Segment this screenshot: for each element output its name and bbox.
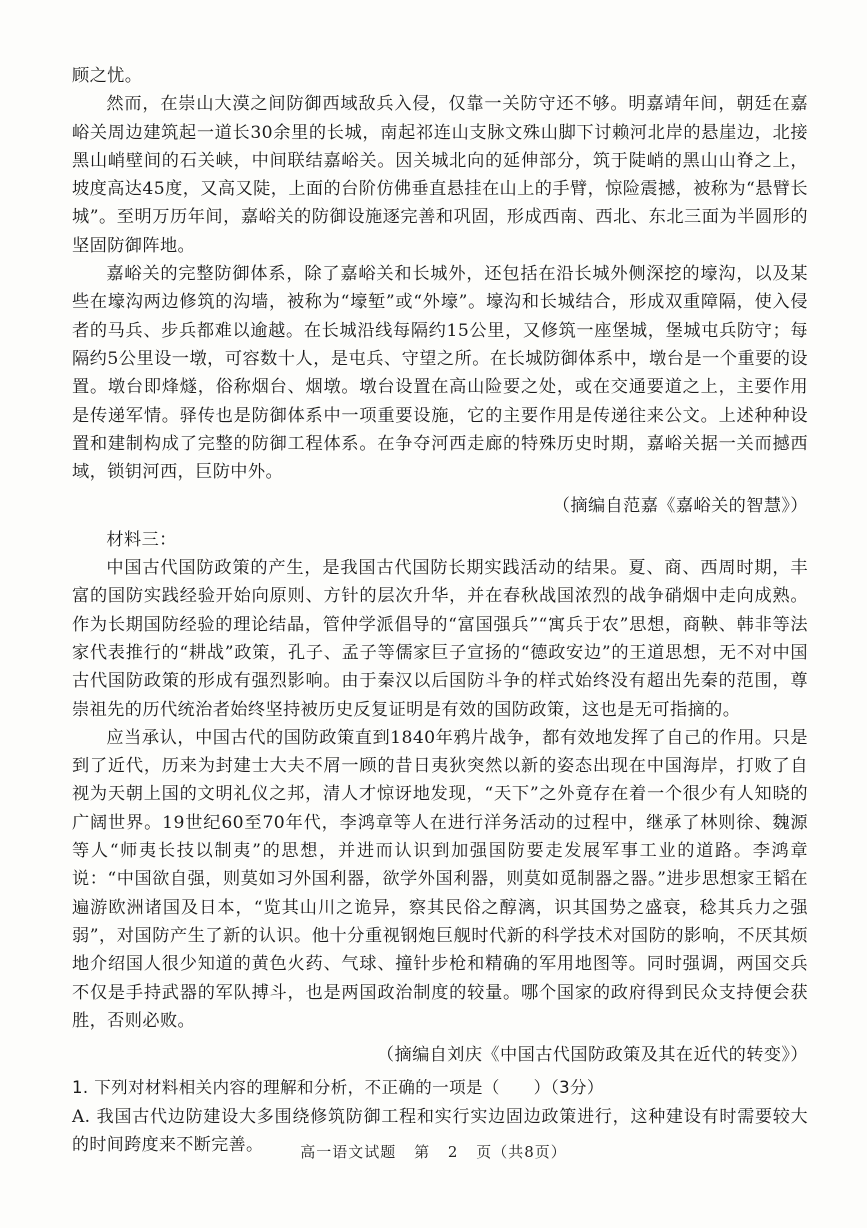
footer-page-suffix: 页（共8页） <box>476 1143 567 1161</box>
paragraph-continuation: 顾之忧。 <box>72 66 143 86</box>
question-1: 1. 下列对材料相关内容的理解和分析，不正确的一项是（ ）（3分） <box>72 1078 604 1098</box>
paragraph-great-wall: 然而，在崇山大漠之间防御西域敌兵入侵，仅靠一关防守还不够。明嘉靖年间，朝廷在嘉峪关周边建筑起一道长30余里的长城，南起祁连山支脉文殊山脚下讨赖河北岸的悬崖边，北接黑山峭壁间的石关峡，中间联结嘉峪关。因关城北向的延伸部分，筑于陡峭的黑山山脊之上，坡度高达45度，又高又陡，上面的台阶仿佛垂直悬挂在山上的手臂，惊险震撼，被称为“悬臂长城”。至明万历年间，嘉峪关的防御设施逐完善和巩固，形成西南、西北、东北三面为半圆形的坚固防御阵地。 <box>72 94 808 256</box>
footer-page-number: 2 <box>447 1143 459 1161</box>
paragraph-defense-system: 嘉峪关的完整防御体系，除了嘉峪关和长城外，还包括在沿长城外侧深挖的壕沟，以及某些在壕沟两边修筑的沟墙，被称为“壕堑”或“外壕”。壕沟和长城结合，形成双重障隔，使入侵者的马兵、步兵都难以逾越。在长城沿线每隔约15公里，又修筑一座堡城，堡城屯兵防守；每隔约5公里设一墩，可容数十人，是屯兵、守望之所。在长城防御体系中，墩台是一个重要的设置。墩台即烽燧，俗称烟台、烟墩。墩台设置在高山险要之处，或在交通要道之上，主要作用是传递军情。驿传也是防御体系中一项重要设施，它的主要作用是传递往来公文。上述种种设置和建制构成了完整的防御工程体系。在争夺河西走廊的特殊历史时期，嘉峪关据一关而撼西域，锁钥河西，巨防中外。 <box>72 264 808 483</box>
source-citation-material-3: （摘编自刘庆《中国古代国防政策及其在近代的转变》） <box>376 1045 808 1066</box>
paragraph-ancient-defense-policy: 中国古代国防政策的产生，是我国古代国防长期实践活动的结果。夏、商、西周时期，丰富的国防实践经验开始向原则、方针的层次升华，并在春秋战国浓烈的战争硝烟中走向成熟。作为长期国防经验的理论结晶，管仲学派倡导的“富国强兵”“寓兵于农”思想，商鞅、韩非等法家代表推行的“耕战”政策，孔子、孟子等儒家巨子宣扬的“德政安边”的王道思想，无不对中国古代国防政策的形成有强烈影响。由于秦汉以后国防斗争的样式始终没有超出先秦的范围，尊崇祖先的历代统治者始终坚持被历史反复证明是有效的国防政策，这也是无可指摘的。 <box>72 558 808 720</box>
footer-page-prefix: 第 <box>414 1143 431 1161</box>
option-a: A. 我国古代边防建设大多围绕修筑防御工程和实行实边固边政策进行，这种建设有时需要较大的时间跨度来不断完善。 <box>72 1106 808 1155</box>
footer-subject: 高一语文试题 <box>300 1143 397 1161</box>
page-footer <box>0 1141 867 1162</box>
paragraph-modern-transition: 应当承认，中国古代的国防政策直到1840年鸦片战争，都有效地发挥了自己的作用。只是到了近代，历来为封建士大夫不屑一顾的昔日夷狄突然以新的姿态出现在中国海岸，打败了自视为天朝上国的文明礼仪之邦，清人才惊讶地发现，“天下”之外竟存在着一个很少有人知晓的广阔世界。19世纪60至70年代，李鸿章等人在进行洋务活动的过程中，继承了林则徐、魏源等人“师夷长技以制夷”的思想，并进而认识到加强国防要走发展军事工业的道路。李鸿章说：“中国欲自强，则莫如习外国利器，欲学外国利器，则莫如觅制器之器。”进步思想家王韬在遍游欧洲诸国及日本，“览其山川之诡异，察其民俗之醇漓，识其国势之盛衰，稔其兵力之强弱”，对国防产生了新的认识。他十分重视钢炮巨舰时代新的科学技术对国防的影响，不厌其烦地介绍国人很少知道的黄色火药、气球、撞针步枪和精确的军用地图等。同时强调，两国交兵不仅是手持武器的军队搏斗，也是两国政治制度的较量。哪个国家的政府得到民众支持便会获胜，否则必败。 <box>72 727 808 1031</box>
source-citation-material-2: （摘编自范嘉《嘉峪关的智慧》） <box>552 496 808 517</box>
page-content <box>72 62 808 1159</box>
material-3-heading: 材料三： <box>106 529 177 550</box>
